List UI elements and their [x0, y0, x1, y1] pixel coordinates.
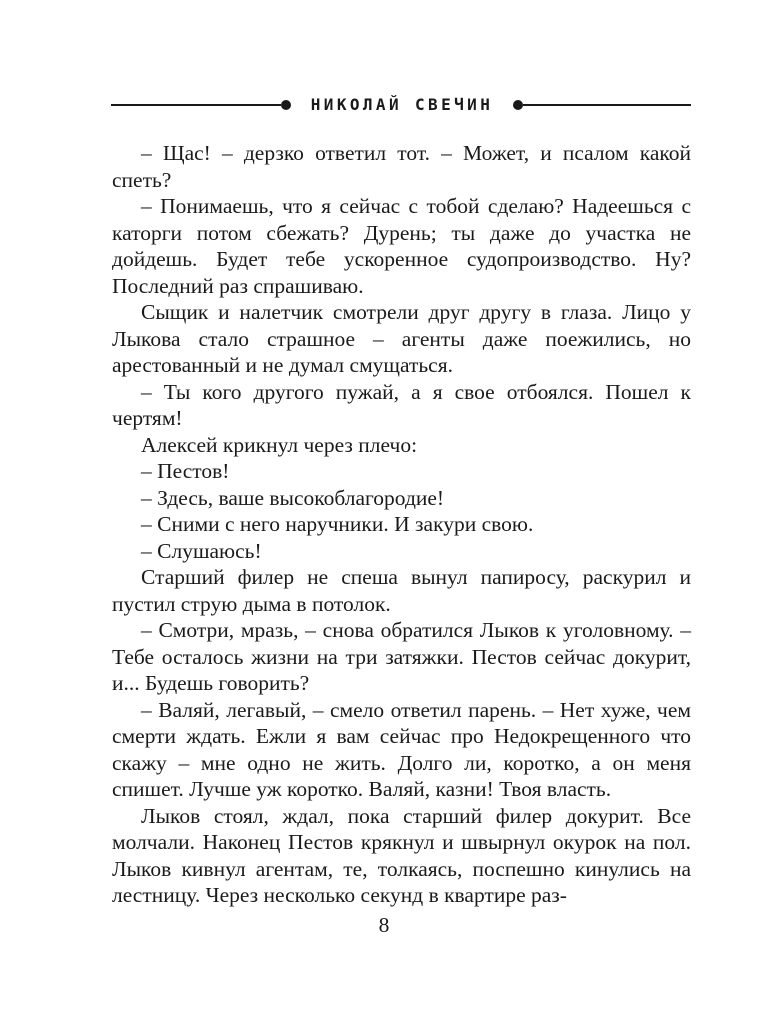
running-header	[111, 93, 691, 117]
header-bullet-right	[513, 100, 523, 110]
paragraph: Алексей крикнул через плечо:	[141, 432, 418, 457]
page-number: 8	[378, 913, 390, 937]
paragraph: – Понимаешь, что я сейчас с тобой сделаю? Надеешься с каторги потом сбежать? Дурень; ты даже до участка не дойдешь. Будет тебе ускоренное судопроизводство. Ну? Последний раз спрашиваю.	[112, 194, 691, 298]
paragraph: – Слушаюсь!	[141, 538, 262, 563]
paragraph: Сыщик и налетчик смотрели друг другу в глаза. Лицо у Лыкова стало страшное – агенты даже поежились, но арестованный и не думал смущаться.	[112, 300, 691, 377]
header-rule-left	[111, 104, 281, 106]
paragraph: – Ты кого другого пужай, а я свое отбоялся. Пошел к чертям!	[112, 379, 691, 430]
paragraph: – Сними с него наручники. И закури свою.	[141, 512, 534, 536]
paragraph: – Валяй, легавый, – смело ответил парень. – Нет хуже, чем смерти ждать. Ежли я вам сейчас про Недокрещенного что скажу – мне одно не жить. Долго ли, коротко, а он меня спишет. Лучше уж коротко. Валяй, казни! Твоя власть.	[112, 697, 691, 801]
paragraph: – Смотри, мразь, – снова обратился Лыков к уголовному. – Тебе осталось жизни на три затяжки. Пестов сейчас докурит, и... Будешь говорить?	[112, 618, 691, 695]
header-bullet-left	[281, 100, 291, 110]
body-text	[112, 140, 691, 909]
paragraph: Лыков стоял, ждал, пока старший филер докурит. Все молчали. Наконец Пестов крякнул и швырнул окурок на пол. Лыков кивнул агентам, те, толкаясь, поспешно кинулись на лестницу. Через несколько секунд в квартире раз-	[112, 803, 691, 907]
paragraph: – Щас! – дерзко ответил тот. – Может, и псалом какой спеть?	[112, 141, 691, 192]
paragraph: Старший филер не спеша вынул папиросу, раскурил и пустил струю дыма в потолок.	[112, 565, 691, 616]
paragraph: – Пестов!	[141, 459, 230, 483]
header-author-name: НИКОЛАЙ СВЕЧИН	[310, 95, 494, 114]
header-rule-right	[523, 104, 691, 106]
paragraph: – Здесь, ваше высокоблагородие!	[141, 485, 445, 510]
